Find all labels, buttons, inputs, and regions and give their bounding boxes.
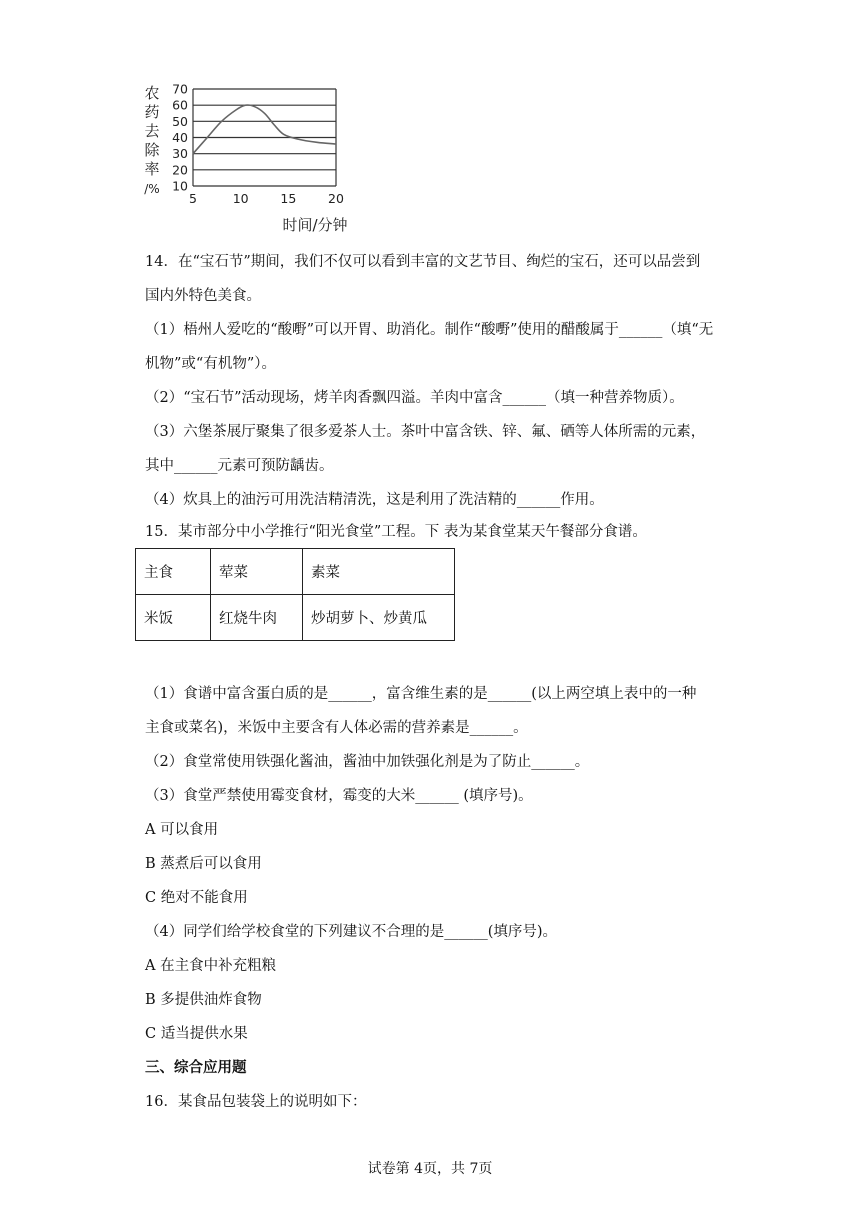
- table-cell: 素菜: [303, 549, 455, 595]
- removal-rate-line: [193, 105, 336, 154]
- chart-grid: [193, 89, 336, 186]
- q14-3-line-1: （3）六堡茶展厅聚集了很多爱茶人士。茶叶中富含铁、锌、氟、硒等人体所需的元素，: [145, 424, 706, 440]
- table-row: [136, 595, 455, 641]
- y-tick-label: 10: [172, 178, 188, 194]
- x-tick-label: 5: [189, 191, 197, 206]
- q15-4-option-c: C 适当提供水果: [145, 1026, 248, 1042]
- y-tick-label: 30: [172, 146, 188, 162]
- y-tick-label: 60: [172, 97, 188, 113]
- y-tick-label: 50: [172, 113, 188, 129]
- table-cell: 红烧牛肉: [211, 595, 303, 641]
- q14-2: （2）“宝石节”活动现场，烤羊肉香飘四溢。羊肉中富含______（填一种营养物质）。: [145, 390, 684, 406]
- q14-line-2: 国内外特色美食。: [145, 288, 261, 304]
- q16-intro: 16．某食品包装袋上的说明如下：: [145, 1094, 367, 1110]
- section-heading: 三、综合应用题: [145, 1060, 247, 1076]
- x-tick-labels: [189, 191, 344, 206]
- table-cell: 荤菜: [211, 549, 303, 595]
- q14-4: （4）炊具上的油污可用洗洁精清洗，这是利用了洗洁精的______作用。: [145, 492, 604, 508]
- y-tick-label: 70: [172, 81, 188, 97]
- y-tick-label: 40: [172, 130, 188, 145]
- q15-3: （3）食堂严禁使用霉变食材，霉变的大米______ (填序号)。: [145, 788, 533, 804]
- page-footer: 试卷第 4页，共 7页: [367, 1161, 493, 1177]
- x-tick-label: 20: [328, 191, 344, 206]
- table-cell: 炒胡萝卜、炒黄瓜: [303, 595, 455, 641]
- q15-4-option-a: A 在主食中补充粗粮: [145, 958, 277, 974]
- y-axis-label-char: 除: [144, 141, 160, 159]
- x-axis-label: 时间/分钟: [282, 216, 348, 234]
- y-axis-label: [144, 84, 160, 196]
- menu-table: [135, 548, 455, 641]
- y-tick-labels: [172, 82, 188, 194]
- table-cell: 米饭: [136, 595, 211, 641]
- y-axis-label-char: 率: [144, 160, 160, 178]
- q14-3-line-2: 其中______元素可预防龋齿。: [145, 458, 334, 474]
- q15-3-option-a: A 可以食用: [145, 822, 219, 838]
- q14-1-line-2: 机物”或“有机物”）。: [145, 356, 276, 372]
- q15-4: （4）同学们给学校食堂的下列建议不合理的是______(填序号)。: [145, 924, 558, 940]
- q15-1-line-2: 主食或菜名)，米饭中主要含有人体必需的营养素是______。: [145, 720, 528, 736]
- q15-3-option-b: B 蒸煮后可以食用: [145, 856, 262, 872]
- q15-2: （2）食堂常使用铁强化酱油，酱油中加铁强化剂是为了防止______。: [145, 754, 590, 770]
- y-axis-label-char: 药: [144, 103, 160, 121]
- q15-3-option-c: C 绝对不能食用: [145, 890, 248, 906]
- y-axis-label-char: 去: [144, 122, 160, 140]
- x-tick-label: 15: [280, 191, 297, 206]
- pesticide-removal-chart: [140, 78, 380, 238]
- q15-4-option-b: B 多提供油炸食物: [145, 992, 262, 1008]
- q15-intro: 15．某市部分中小学推行“阳光食堂”工程。下 表为某食堂某天午餐部分食谱。: [145, 524, 647, 540]
- q15-1-line-1: （1）食谱中富含蛋白质的是______，富含维生素的是______(以上两空填上表中的一种: [145, 686, 697, 702]
- y-axis-label-char: /%: [144, 182, 160, 196]
- y-axis-label-char: 农: [144, 84, 160, 102]
- q14-line-1: 14．在“宝石节”期间，我们不仅可以看到丰富的文艺节目、绚烂的宝石，还可以品尝到: [145, 254, 701, 270]
- table-row: [136, 549, 455, 595]
- x-tick-label: 10: [232, 191, 249, 206]
- y-tick-label: 20: [172, 162, 188, 178]
- table-cell: 主食: [136, 549, 211, 595]
- q14-1-line-1: （1）梧州人爱吃的“酸嘢”可以开胃、助消化。制作“酸嘢”使用的醋酸属于______（填“无: [145, 322, 714, 338]
